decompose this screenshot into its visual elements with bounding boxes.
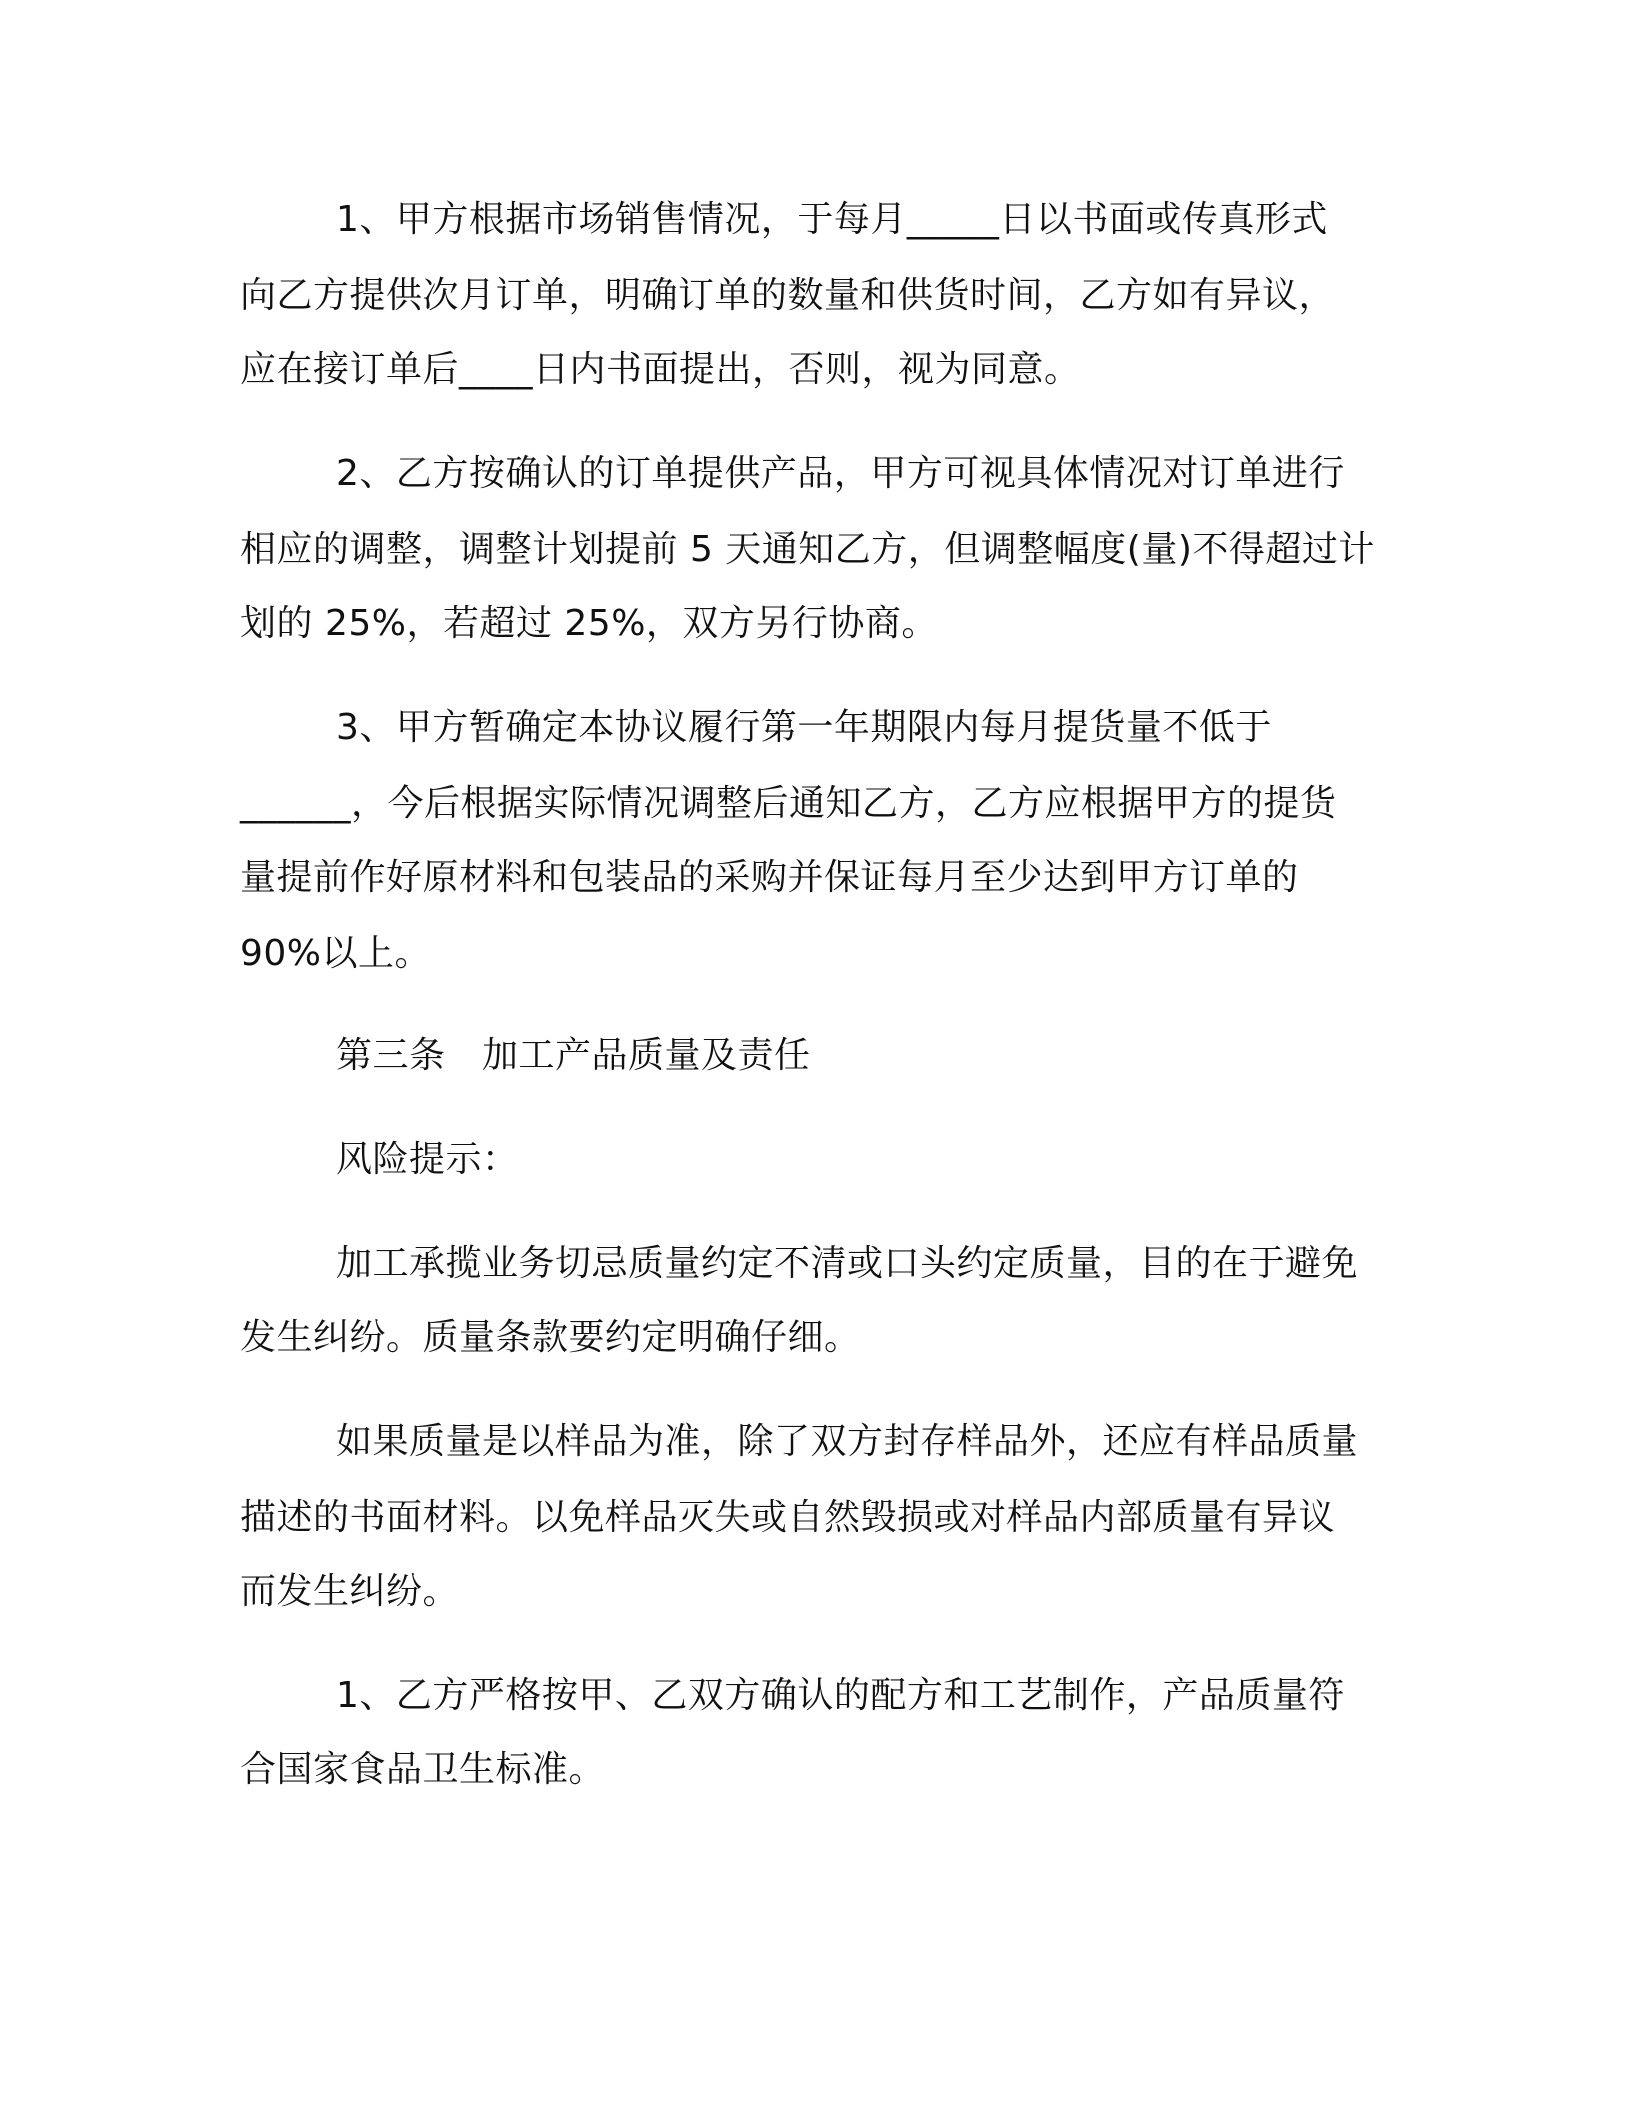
para-4-line-1: 加工承揽业务切忌质量约定不清或口头约定质量，目的在于避免 (336, 1243, 1359, 1284)
para-3-line-2: ______，今后根据实际情况调整后通知乙方，乙方应根据甲方的提货 (240, 783, 1337, 824)
para-2-line-1: 2、乙方按确认的订单提供产品，甲方可视具体情况对订单进行 (336, 453, 1345, 494)
para-4-line-2: 发生纠纷。质量条款要约定明确仔细。 (240, 1317, 861, 1358)
section-heading: 第三条 加工产品质量及责任 (336, 1035, 811, 1076)
para-1-line-2: 向乙方提供次月订单，明确订单的数量和供货时间，乙方如有异议， (240, 275, 1336, 316)
para-6-line-2: 合国家食品卫生标准。 (240, 1749, 606, 1790)
para-3-line-3: 量提前作好原材料和包装品的采购并保证每月至少达到甲方订单的 (240, 857, 1299, 898)
para-2-line-2: 相应的调整，调整计划提前 5 天通知乙方，但调整幅度(量)不得超过计 (240, 529, 1375, 570)
para-3-line-4: 90%以上。 (240, 933, 432, 974)
para-5-line-3: 而发生纠纷。 (240, 1571, 460, 1612)
risk-tip-label: 风险提示： (336, 1139, 519, 1180)
para-3-line-1: 3、甲方暂确定本协议履行第一年期限内每月提货量不低于 (336, 707, 1272, 748)
para-6-line-1: 1、乙方严格按甲、乙双方确认的配方和工艺制作，产品质量符 (336, 1675, 1345, 1716)
para-5-line-1: 如果质量是以样品为准，除了双方封存样品外，还应有样品质量 (336, 1421, 1359, 1462)
para-2-line-3: 划的 25%，若超过 25%，双方另行协商。 (240, 603, 938, 644)
para-5-line-2: 描述的书面材料。以免样品灭失或自然毁损或对样品内部质量有异议 (240, 1497, 1336, 1538)
para-1-line-1: 1、甲方根据市场销售情况，于每月_____日以书面或传真形式 (336, 199, 1328, 240)
para-1-line-3: 应在接订单后____日内书面提出，否则，视为同意。 (240, 349, 1081, 390)
